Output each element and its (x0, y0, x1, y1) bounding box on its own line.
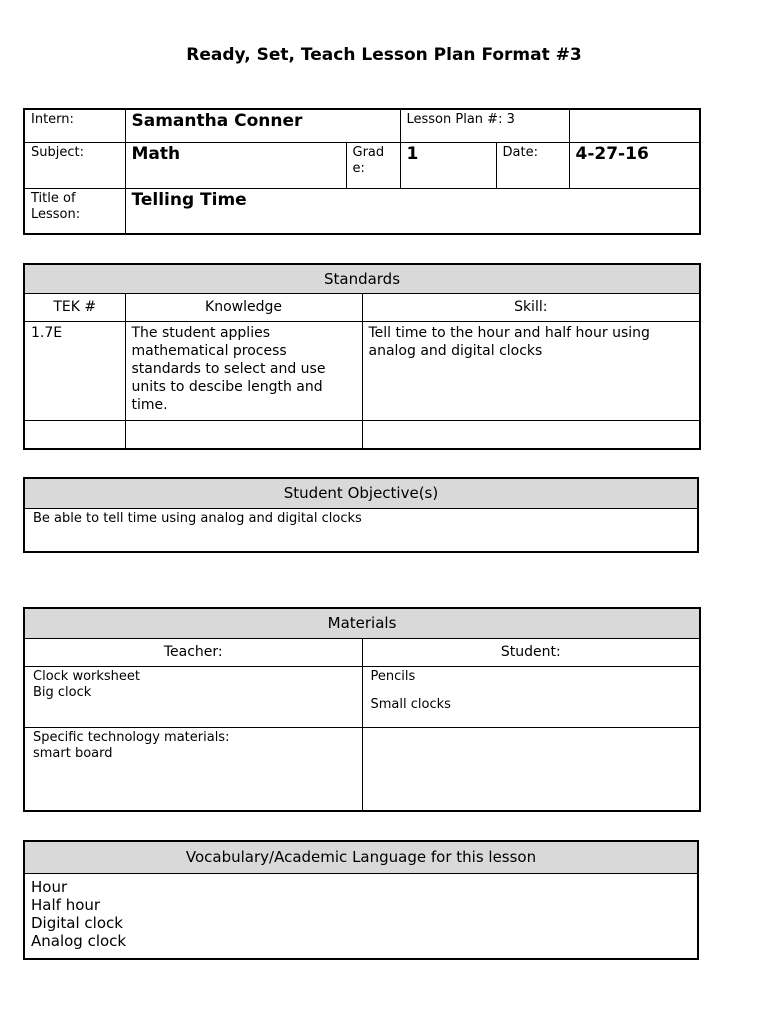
student-column-header: Student: (362, 638, 700, 666)
standards-table (23, 263, 701, 450)
grade-label (346, 142, 400, 188)
lesson-info-table (23, 108, 701, 235)
list-item: Analog clock (31, 931, 127, 950)
knowledge-value: The student applies mathematical process standards to select and use units to descibe length and time. (125, 321, 362, 420)
lesson-title-value: Telling Time (125, 188, 700, 234)
objectives-heading: Student Objective(s) (24, 478, 698, 508)
grade-value: 1 (400, 142, 496, 188)
lesson-title-label (24, 188, 125, 234)
materials-heading: Materials (24, 608, 700, 638)
empty-cell (362, 420, 700, 449)
objectives-table (23, 477, 699, 553)
empty-cell (125, 420, 362, 449)
teacher-materials (24, 666, 362, 727)
vocabulary-table (23, 840, 699, 960)
list-item: Digital clock (31, 913, 123, 932)
technology-label: Specific technology materials: (33, 729, 230, 745)
date-label: Date: (496, 142, 569, 188)
materials-table (23, 607, 701, 812)
lesson-title-label-line1: Title of (31, 190, 76, 206)
lesson-title-label-line2: Lesson: (31, 206, 81, 222)
vocabulary-heading: Vocabulary/Academic Language for this lesson (24, 841, 698, 873)
lesson-plan-number: Lesson Plan #: 3 (400, 109, 569, 142)
skill-value: Tell time to the hour and half hour using analog and digital clocks (362, 321, 700, 420)
subject-label: Subject: (24, 142, 125, 188)
teacher-column-header: Teacher: (24, 638, 362, 666)
list-item: Small clocks (370, 696, 451, 712)
empty-cell (24, 420, 125, 449)
standards-heading: Standards (24, 264, 700, 293)
objective-text: Be able to tell time using analog and digital clocks (24, 508, 698, 552)
skill-column-header: Skill: (362, 293, 700, 321)
tek-value: 1.7E (24, 321, 125, 420)
empty-cell (569, 109, 700, 142)
empty-cell (362, 727, 700, 811)
grade-label-line2: e: (352, 160, 365, 176)
subject-value: Math (125, 142, 346, 188)
document-title: Ready, Set, Teach Lesson Plan Format #3 (186, 45, 582, 65)
intern-value: Samantha Conner (125, 109, 400, 142)
list-item: Pencils (370, 668, 416, 684)
list-item: Big clock (33, 684, 92, 700)
knowledge-column-header: Knowledge (125, 293, 362, 321)
student-materials (362, 666, 700, 727)
grade-label-line1: Grad (352, 144, 385, 160)
list-item: Hour (31, 877, 68, 896)
intern-label: Intern: (24, 109, 125, 142)
technology-value: smart board (33, 745, 113, 761)
date-value: 4-27-16 (569, 142, 700, 188)
tek-column-header: TEK # (24, 293, 125, 321)
list-item: Clock worksheet (33, 668, 141, 684)
technology-materials (24, 727, 362, 811)
list-item: Half hour (31, 895, 101, 914)
vocabulary-list (24, 873, 698, 959)
